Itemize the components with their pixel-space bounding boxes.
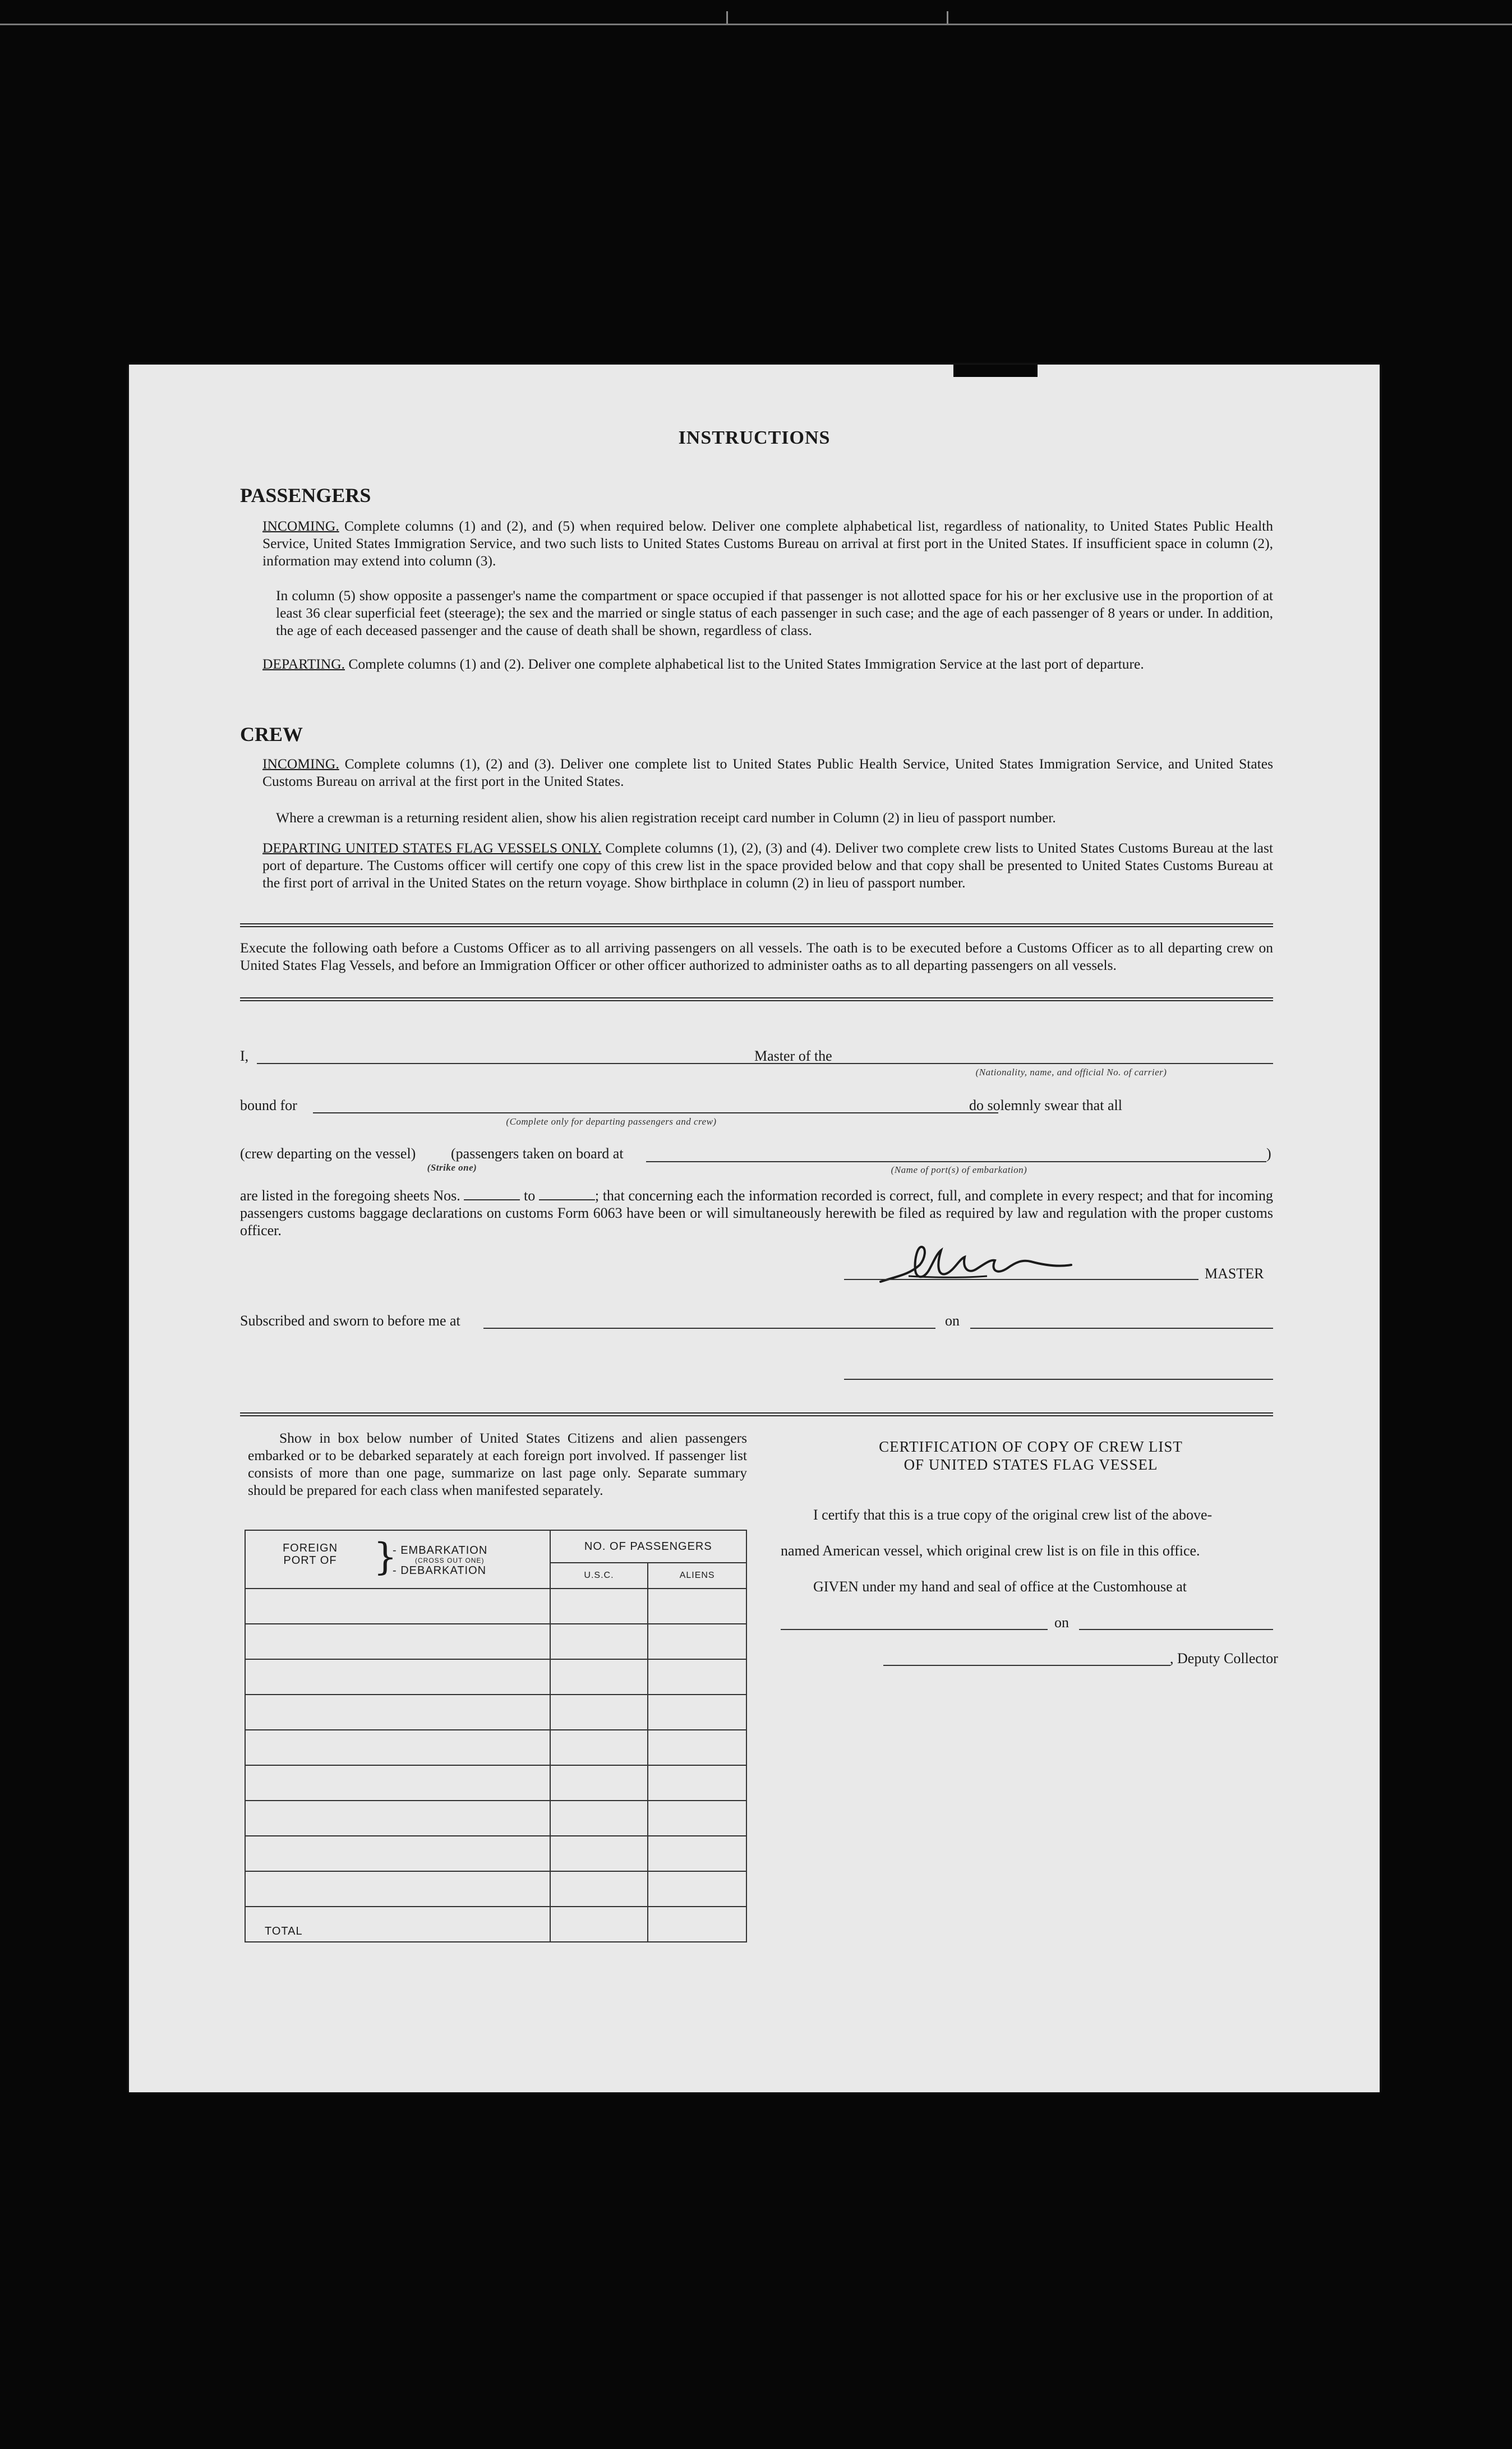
port-cell[interactable] bbox=[245, 1695, 550, 1730]
certification-date-field[interactable] bbox=[1079, 1629, 1273, 1630]
certification-given: GIVEN under my hand and seal of office at the Customhouse at bbox=[813, 1578, 1187, 1595]
listed-text-2: ; that concerning each the information recorded is correct, full, and complete in every respect; and bbox=[594, 1187, 1168, 1204]
certification-title-2: OF UNITED STATES FLAG VESSEL bbox=[903, 1456, 1158, 1473]
bound-for-field[interactable] bbox=[313, 1112, 998, 1113]
usc-cell[interactable] bbox=[550, 1624, 648, 1659]
passengers-incoming-text: Complete columns (1) and (2), and (5) when required below. Deliver one complete alphabetical list, regardless of nationality, to United States Public Health Service, United States Immigration Service, and two such lists to United States Customs Bureau on arrival at first port in the United States. If insufficient space in column (2), information may extend into column (3). bbox=[262, 518, 1273, 569]
officer-signature-field[interactable] bbox=[844, 1379, 1273, 1380]
film-tick bbox=[947, 11, 948, 24]
page-tear bbox=[953, 365, 1038, 377]
deputy-signature-field[interactable] bbox=[883, 1665, 1170, 1666]
table-row bbox=[245, 1624, 746, 1659]
master-label: MASTER bbox=[1205, 1265, 1264, 1282]
usc-cell[interactable] bbox=[550, 1659, 648, 1695]
usc-cell[interactable] bbox=[550, 1589, 648, 1624]
listed-text-1: are listed in the foregoing sheets Nos. bbox=[240, 1187, 460, 1204]
certification-title-1: CERTIFICATION OF COPY OF CREW LIST bbox=[879, 1438, 1183, 1455]
crew-departing-paragraph bbox=[262, 839, 1273, 891]
oath-i-label: I, bbox=[240, 1048, 249, 1064]
table-row bbox=[245, 1871, 746, 1907]
crew-resident-paragraph: Where a crewman is a returning resident alien, show his alien registration receipt card number in Column (2) in lieu of passport number. bbox=[276, 809, 1056, 826]
aliens-cell[interactable] bbox=[648, 1836, 746, 1871]
master-signature-line[interactable] bbox=[844, 1279, 1198, 1280]
passengers-departing-text: Complete columns (1) and (2). Deliver one complete alphabetical list to the United States Immigration Service at the last port of departure. bbox=[348, 656, 1144, 672]
port-cell[interactable] bbox=[245, 1836, 550, 1871]
strike-one-hint: (Strike one) bbox=[427, 1162, 477, 1173]
subscribed-place-field[interactable] bbox=[483, 1328, 935, 1329]
brace-icon: } bbox=[374, 1535, 397, 1578]
aliens-total-cell[interactable] bbox=[648, 1907, 746, 1942]
passenger-summary-table bbox=[245, 1529, 747, 1942]
passengers-incoming-label: INCOMING. bbox=[262, 518, 339, 534]
total-label: TOTAL bbox=[245, 1907, 550, 1942]
aliens-cell[interactable] bbox=[648, 1765, 746, 1801]
embarkation-label: - EMBARKATION bbox=[393, 1544, 488, 1557]
usc-cell[interactable] bbox=[550, 1801, 648, 1836]
port-cell[interactable] bbox=[245, 1589, 550, 1624]
carrier-field[interactable] bbox=[846, 1063, 1273, 1064]
table-row bbox=[245, 1836, 746, 1871]
signature-mark bbox=[875, 1242, 1088, 1287]
certification-on-label: on bbox=[1054, 1614, 1069, 1631]
port-cell[interactable] bbox=[245, 1624, 550, 1659]
bound-for-hint: (Complete only for departing passengers and crew) bbox=[506, 1116, 717, 1127]
crew-departing-text: Complete columns (1), (2), (3) and (4). Deliver two complete crew lists to United States Customs Bureau at the last port of departure. The Customs officer will certify one copy of this crew list in the space provided below and that copy shall be presented to United States Customs Bureau at the first port of arrival in the United States on the return voyage. Show birthplace in column (2) in lieu of passport number. bbox=[262, 840, 1273, 891]
aliens-cell[interactable] bbox=[648, 1589, 746, 1624]
usc-total-cell[interactable] bbox=[550, 1907, 648, 1942]
section-divider bbox=[240, 997, 1273, 1001]
port-header-cell bbox=[245, 1530, 550, 1589]
crew-departing-label: DEPARTING UNITED STATES FLAG VESSELS ONLY. bbox=[262, 840, 602, 856]
crew-incoming-text: Complete columns (1), (2) and (3). Deliver one complete list to United States Public Health Service, United States Immigration Service, and United States Customs Bureau on arrival at the first port in the United States. bbox=[262, 756, 1273, 789]
debarkation-label: - DEBARKATION bbox=[393, 1564, 487, 1577]
summary-instructions: Show in box below number of United States Citizens and alien passengers embarked or to be debarked separately at each foreign port involved. If passenger list consists of more than one page, summarize on last page only. Separate summary should be prepared for each class when manifested separately. bbox=[248, 1430, 747, 1498]
total-row bbox=[245, 1907, 746, 1942]
embarkation-port-field[interactable] bbox=[646, 1161, 1266, 1162]
aliens-cell[interactable] bbox=[648, 1695, 746, 1730]
subscribed-on-label: on bbox=[945, 1313, 960, 1329]
aliens-cell[interactable] bbox=[648, 1624, 746, 1659]
document-page bbox=[129, 365, 1380, 2092]
table-row bbox=[245, 1659, 746, 1695]
aliens-cell[interactable] bbox=[648, 1871, 746, 1907]
usc-cell[interactable] bbox=[550, 1871, 648, 1907]
aliens-cell[interactable] bbox=[648, 1730, 746, 1765]
sheet-from-field[interactable] bbox=[464, 1188, 520, 1200]
page-title: INSTRUCTIONS bbox=[678, 427, 831, 448]
subscribed-date-field[interactable] bbox=[970, 1328, 1273, 1329]
passengers-incoming-paragraph bbox=[262, 517, 1273, 569]
aliens-header: ALIENS bbox=[648, 1563, 746, 1589]
passengers-taken-option: (passengers taken on board at bbox=[451, 1145, 624, 1162]
usc-cell[interactable] bbox=[550, 1836, 648, 1871]
passengers-departing-paragraph bbox=[262, 655, 1273, 673]
section-divider bbox=[240, 923, 1273, 927]
close-paren: ) bbox=[1266, 1145, 1271, 1162]
bound-for-label: bound for bbox=[240, 1097, 297, 1113]
master-signature bbox=[875, 1242, 1088, 1287]
deputy-collector-label: , Deputy Collector bbox=[1170, 1650, 1278, 1667]
table-row bbox=[245, 1589, 746, 1624]
table-row bbox=[245, 1730, 746, 1765]
sheet-to-field[interactable] bbox=[539, 1188, 595, 1200]
listed-to: to bbox=[524, 1187, 536, 1204]
port-cell[interactable] bbox=[245, 1871, 550, 1907]
crew-incoming-label: INCOMING. bbox=[262, 756, 339, 772]
usc-cell[interactable] bbox=[550, 1695, 648, 1730]
table-row bbox=[245, 1801, 746, 1836]
customhouse-field[interactable] bbox=[781, 1629, 1048, 1630]
film-frame-line bbox=[0, 24, 1512, 25]
table-row bbox=[245, 1695, 746, 1730]
passengers-heading: PASSENGERS bbox=[240, 484, 371, 507]
crew-departing-option: (crew departing on the vessel) bbox=[240, 1145, 416, 1162]
master-of-the-label: Master of the bbox=[754, 1048, 832, 1064]
aliens-cell[interactable] bbox=[648, 1801, 746, 1836]
port-cell[interactable] bbox=[245, 1801, 550, 1836]
passengers-departing-label: DEPARTING. bbox=[262, 656, 345, 672]
foreign-port-label: FOREIGN PORT OF bbox=[282, 1542, 338, 1567]
passengers-column5-paragraph: In column (5) show opposite a passenger's name the compartment or space occupied if that passenger is not allotted space for his or her exclusive use in the proportion of at least 36 clear superficial feet (steerage); the sex and the married or single status of each passenger in such case; and the age of each passenger of 8 years or under. In addition, the age of each deceased passenger and the cause of death shall be shown, regardless of class. bbox=[276, 587, 1273, 638]
swear-text: do solemnly swear that all bbox=[969, 1097, 1122, 1113]
section-divider bbox=[240, 1412, 1273, 1416]
port-cell[interactable] bbox=[245, 1659, 550, 1695]
crew-heading: CREW bbox=[240, 723, 303, 745]
port-cell[interactable] bbox=[245, 1730, 550, 1765]
carrier-hint: (Nationality, name, and official No. of carrier) bbox=[975, 1067, 1167, 1078]
certification-text-1: I certify that this is a true copy of the original crew list of the above- bbox=[813, 1507, 1213, 1523]
no-passengers-header: NO. OF PASSENGERS bbox=[550, 1530, 746, 1563]
listed-paragraph bbox=[240, 1187, 1273, 1239]
crew-incoming-paragraph bbox=[262, 755, 1273, 790]
aliens-cell[interactable] bbox=[648, 1659, 746, 1695]
usc-cell[interactable] bbox=[550, 1765, 648, 1801]
cross-out-hint: (CROSS OUT ONE) bbox=[415, 1557, 485, 1564]
port-cell[interactable] bbox=[245, 1765, 550, 1801]
subscribed-label: Subscribed and sworn to before me at bbox=[240, 1313, 460, 1329]
usc-cell[interactable] bbox=[550, 1730, 648, 1765]
usc-header: U.S.C. bbox=[550, 1563, 648, 1589]
certification-text-2: named American vessel, which original crew list is on file in this office. bbox=[781, 1543, 1200, 1559]
oath-intro-paragraph: Execute the following oath before a Customs Officer as to all arriving passengers on all vessels. The oath is to be executed before a Customs Officer as to all departing crew on United States Flag Vessels, and before an Immigration Officer or other officer authorized to administer oaths as to all departing passengers on all vessels. bbox=[240, 940, 1273, 973]
port-hint: (Name of port(s) of embarkation) bbox=[891, 1164, 1027, 1175]
listed-text-3: that for incoming passengers customs baggage declarations on customs Form 6063 have been or will simultaneously herewith be filed as required by law and regulation with the proper customs officer. bbox=[240, 1187, 1274, 1239]
film-tick bbox=[726, 11, 728, 24]
table-row bbox=[245, 1765, 746, 1801]
